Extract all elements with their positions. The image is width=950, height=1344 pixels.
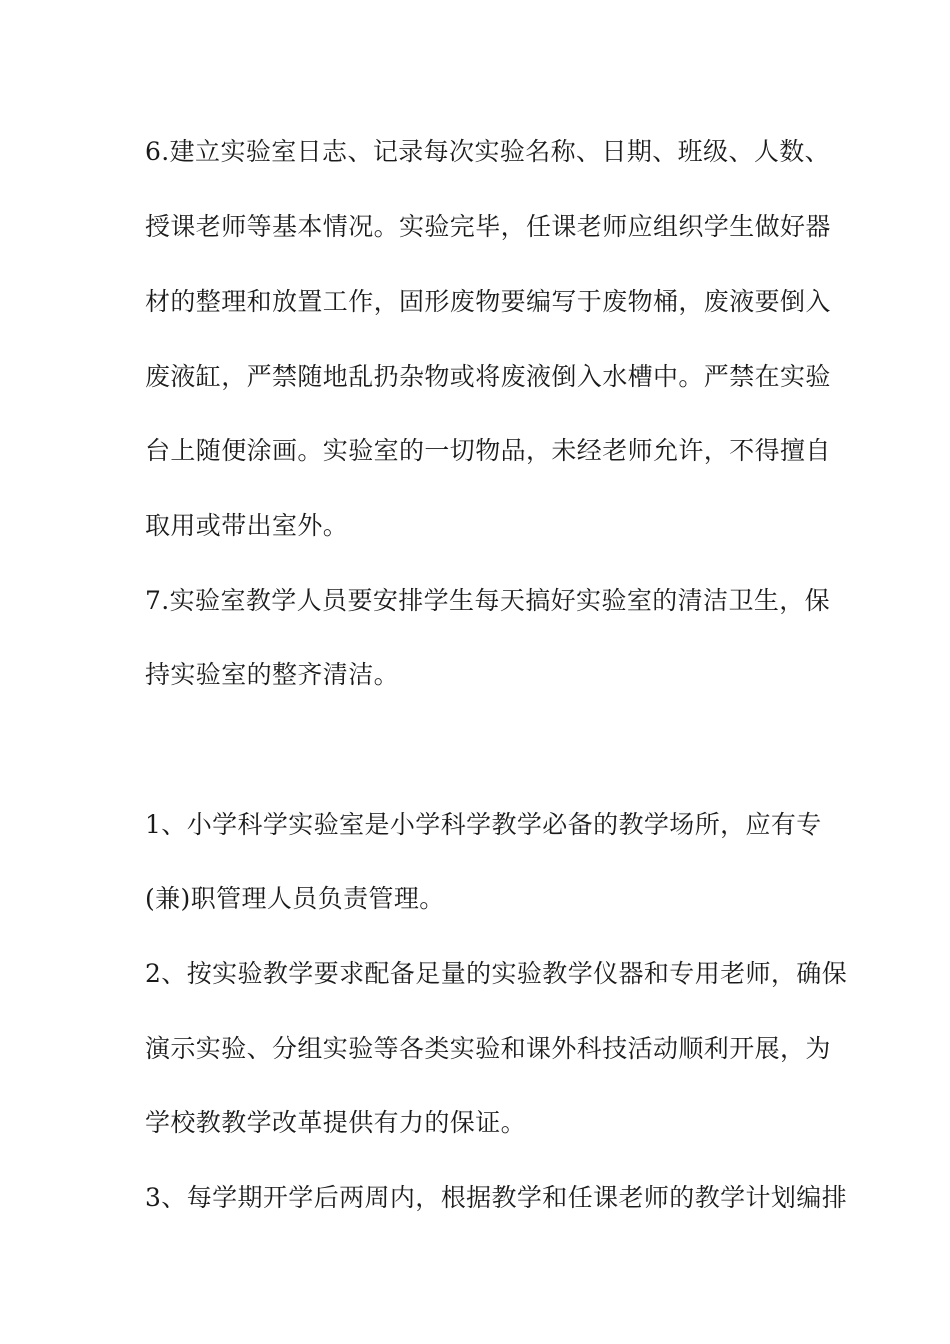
text-line-rule-6-5: 台上随便涂画。实验室的一切物品，未经老师允许，不得擅自 xyxy=(145,436,831,465)
text-line-rule-7-2: 持实验室的整齐清洁。 xyxy=(145,660,400,689)
text-line-item-3-1: 3、每学期开学后两周内，根据教学和任课老师的教学计划编排 xyxy=(145,1183,848,1212)
text-line-rule-6-2: 授课老师等基本情况。实验完毕，任课老师应组织学生做好器 xyxy=(145,212,831,241)
text-line-rule-7-1: 7.实验室教学人员要安排学生每天搞好实验室的清洁卫生，保 xyxy=(145,586,831,615)
text-line-item-1-2: (兼)职管理人员负责管理。 xyxy=(145,884,445,913)
text-line-item-2-2: 演示实验、分组实验等各类实验和课外科技活动顺利开展，为 xyxy=(145,1034,831,1063)
text-line-rule-6-1: 6.建立实验室日志、记录每次实验名称、日期、班级、人数、 xyxy=(145,137,831,166)
text-line-item-2-3: 学校教教学改革提供有力的保证。 xyxy=(145,1108,527,1137)
text-line-item-1-1: 1、小学科学实验室是小学科学教学必备的教学场所，应有专 xyxy=(145,810,822,839)
text-line-item-2-1: 2、按实验教学要求配备足量的实验教学仪器和专用老师，确保 xyxy=(145,959,848,988)
text-line-rule-6-4: 废液缸，严禁随地乱扔杂物或将废液倒入水槽中。严禁在实验 xyxy=(145,362,831,391)
text-line-rule-6-6: 取用或带出室外。 xyxy=(145,511,349,540)
text-line-rule-6-3: 材的整理和放置工作，固形废物要编写于废物桶，废液要倒入 xyxy=(145,287,831,316)
